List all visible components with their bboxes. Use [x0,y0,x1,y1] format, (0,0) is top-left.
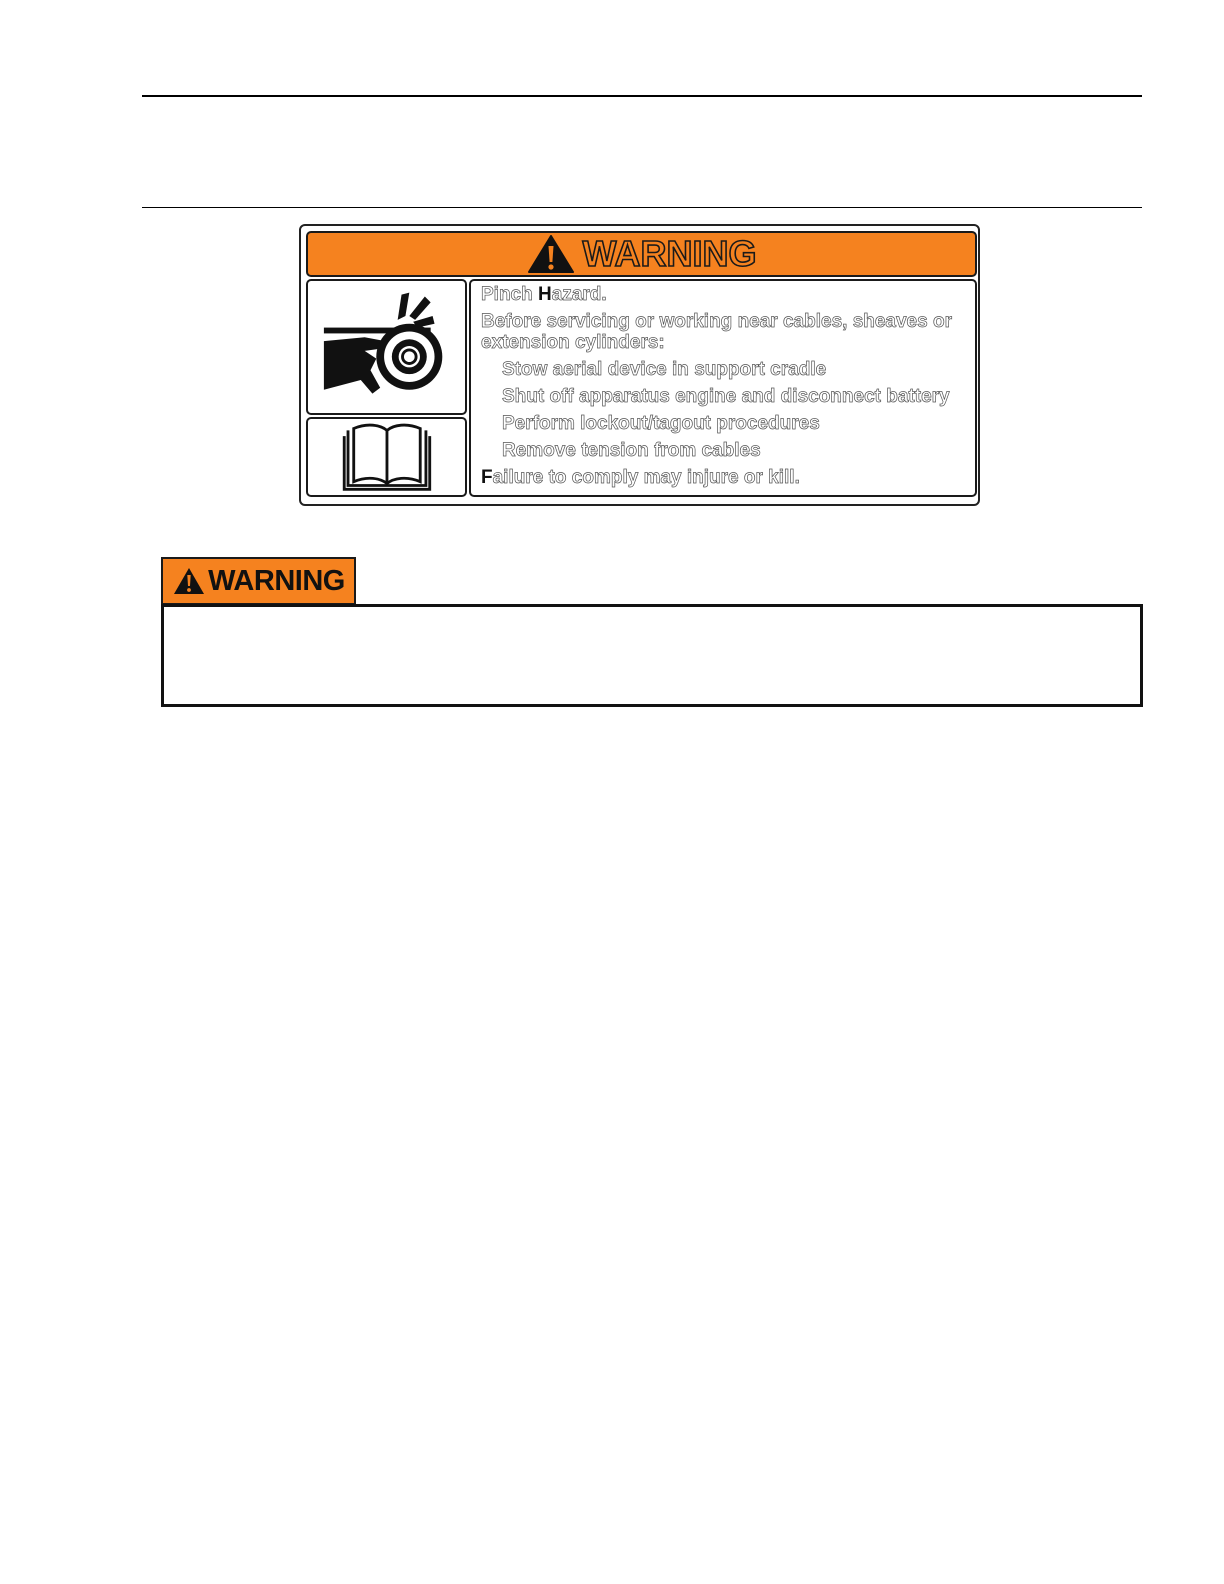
warning-triangle-icon [527,234,575,274]
step-item: Stow aerial device in support cradle [502,359,827,380]
decal-header [306,231,977,277]
pinch-hazard-pictogram [306,279,467,415]
read-manual-pictogram [306,417,467,497]
pinch-hazard-icon [308,281,465,413]
consequence-statement [481,467,965,488]
hazard-text: Pinch [481,284,539,305]
instruction-text: Before servicing or working near cables, sheaves or extension cylinders: [481,311,952,353]
read-manual-icon [308,419,465,495]
step-item: Remove tension from cables [502,440,761,461]
section-rule [142,207,1142,208]
hazard-text-rest: azard. [551,284,607,305]
decal-signal-word: WARNING [582,233,757,274]
hazard-letter: H [538,284,552,305]
warning-message-box [161,604,1143,707]
consequence-letter: F [481,467,493,488]
consequence-text: ailure to comply may injure or kill. [492,467,800,488]
step-item: Perform lockout/tagout procedures [502,413,820,434]
warning-tab [161,557,356,605]
top-rule [142,95,1142,97]
warning-signal-word: WARNING [208,564,345,597]
safety-decal [299,224,980,506]
hazard-statement [481,284,965,305]
decal-message-panel [469,279,977,497]
step-item: Shut off apparatus engine and disconnect battery [502,386,950,407]
warning-triangle-icon [172,566,206,596]
